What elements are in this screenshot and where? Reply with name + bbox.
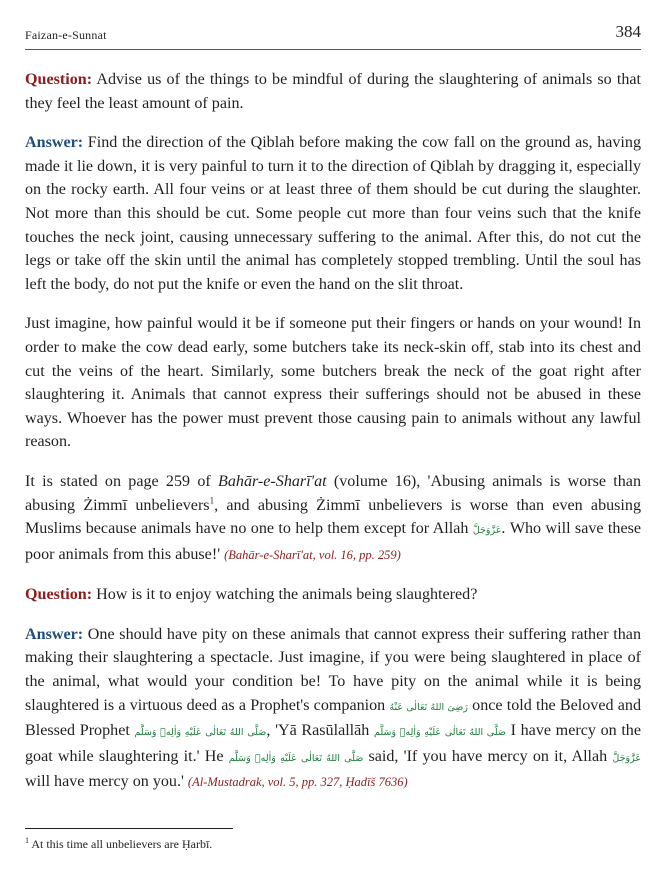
running-header — [25, 22, 641, 46]
question-label: Question: — [25, 71, 93, 88]
footnote-divider — [25, 828, 233, 829]
arabic-honorific: عَزَّوَجَلَّ — [472, 525, 502, 537]
text-run: It is stated on page 259 of — [25, 472, 219, 490]
footnote-number: 1 — [25, 836, 29, 845]
question-label: Question: — [25, 586, 93, 604]
question-paragraph — [25, 583, 641, 607]
text-run: (volume 16), 'Abusing animals is worse than abusing Żimmī unbelievers — [25, 472, 641, 514]
book-title: Faizan-e-Sunnat — [25, 28, 107, 42]
page-body — [25, 68, 641, 811]
text-run: . Who will save these poor animals from this abuse!' — [25, 520, 641, 563]
arabic-honorific: عَزَّوَجَلَّ — [612, 752, 641, 764]
text-run: I have mercy on the goat while slaughtering it.' He — [25, 722, 641, 765]
text-run: , and abusing Żimmī unbelievers is worse than even abusing Muslims because animals have no one to help them except for Allah — [25, 496, 642, 538]
book-page — [25, 0, 641, 880]
footnote-marker[interactable]: 1 — [209, 495, 215, 506]
body-paragraph-citation — [25, 470, 641, 567]
text-run: , 'Yā Rasūlallāh — [266, 722, 375, 740]
page-number: 384 — [615, 22, 641, 41]
arabic-honorific: صَلَّى اللهُ تَعَالٰى عَلَيْهِ وَاٰلِهٖ وَسَلَّم — [134, 727, 267, 739]
text-run: said, 'If you have mercy on it, Allah — [363, 747, 613, 765]
answer-text: Find the direction of the Qiblah before making the cow fall on the ground as, having made it lie down, it is very painful to turn it to the direction of Qiblah by dragging it, especially on the rocky earth. All four veins or at least three of them should be cut during the slaughter. Not more than this should be cut. Some people cut more than four veins such that the knife touches the neck joint, causing unnecessary suffering to the animal. After this, do not cut the legs or take off the skin until the animal has completely stopped trembling. Until the soul has left the body, do not put the knife or even the hand on the slit throat. — [25, 134, 641, 293]
footnote — [25, 836, 212, 852]
reference-citation: (Al-Mustadrak, vol. 5, pp. 327, Ḥadīš 7636) — [187, 775, 408, 790]
reference-citation: (Bahār-e-Sharī'at, vol. 16, pp. 259) — [224, 547, 401, 562]
arabic-honorific: صَلَّى اللهُ تَعَالٰى عَلَيْهِ وَاٰلِهٖ وَسَلَّم — [228, 752, 364, 764]
body-paragraph: Just imagine, how painful would it be if someone put their fingers or hands on your wound! In order to make the cow dead early, some butchers take its neck-skin off, stab into its chest and cut the veins of the heart. Similarly, some butchers break the neck of the goat right after slaughtering it. Animals that cannot express their sufferings should not be abused in these ways. Whoever has the power must prevent those causing pain to animals without any lawful reason. — [25, 315, 641, 451]
question-text: How is it to enjoy watching the animals being slaughtered? — [92, 586, 478, 604]
header-divider — [25, 49, 641, 50]
footnote-text: At this time all unbelievers are Ḥarbī. — [29, 837, 213, 851]
book-name: Bahār-e-Sharī'at — [218, 472, 327, 490]
answer-paragraph — [25, 131, 641, 296]
arabic-honorific: رَضِیَ اللهُ تَعَالٰی عَنْهُ — [389, 701, 468, 713]
arabic-honorific: صَلَّى اللهُ تَعَالٰى عَلَيْهِ وَاٰلِهٖ وَسَلَّم — [374, 727, 506, 739]
answer-paragraph — [25, 623, 641, 795]
text-run: One should have pity on these animals that cannot express their suffering rather than making their slaughtering a spectacle. Just imagine, if you were being slaughtered in place of the animal, what would your condition be! To have pity on the animal while it is being slaughtered is a virtuous deed as a Prophet's companion — [25, 625, 641, 714]
text-run: once told the Beloved and Blessed Prophet — [25, 696, 641, 740]
question-text: Advise us of the things to be mindful of during the slaughtering of animals so that they feel the least amount of pain. — [25, 71, 641, 112]
answer-label: Answer: — [25, 625, 84, 643]
answer-label: Answer: — [25, 134, 84, 152]
question-paragraph — [25, 68, 641, 115]
text-run: will have mercy on you.' — [25, 773, 188, 791]
